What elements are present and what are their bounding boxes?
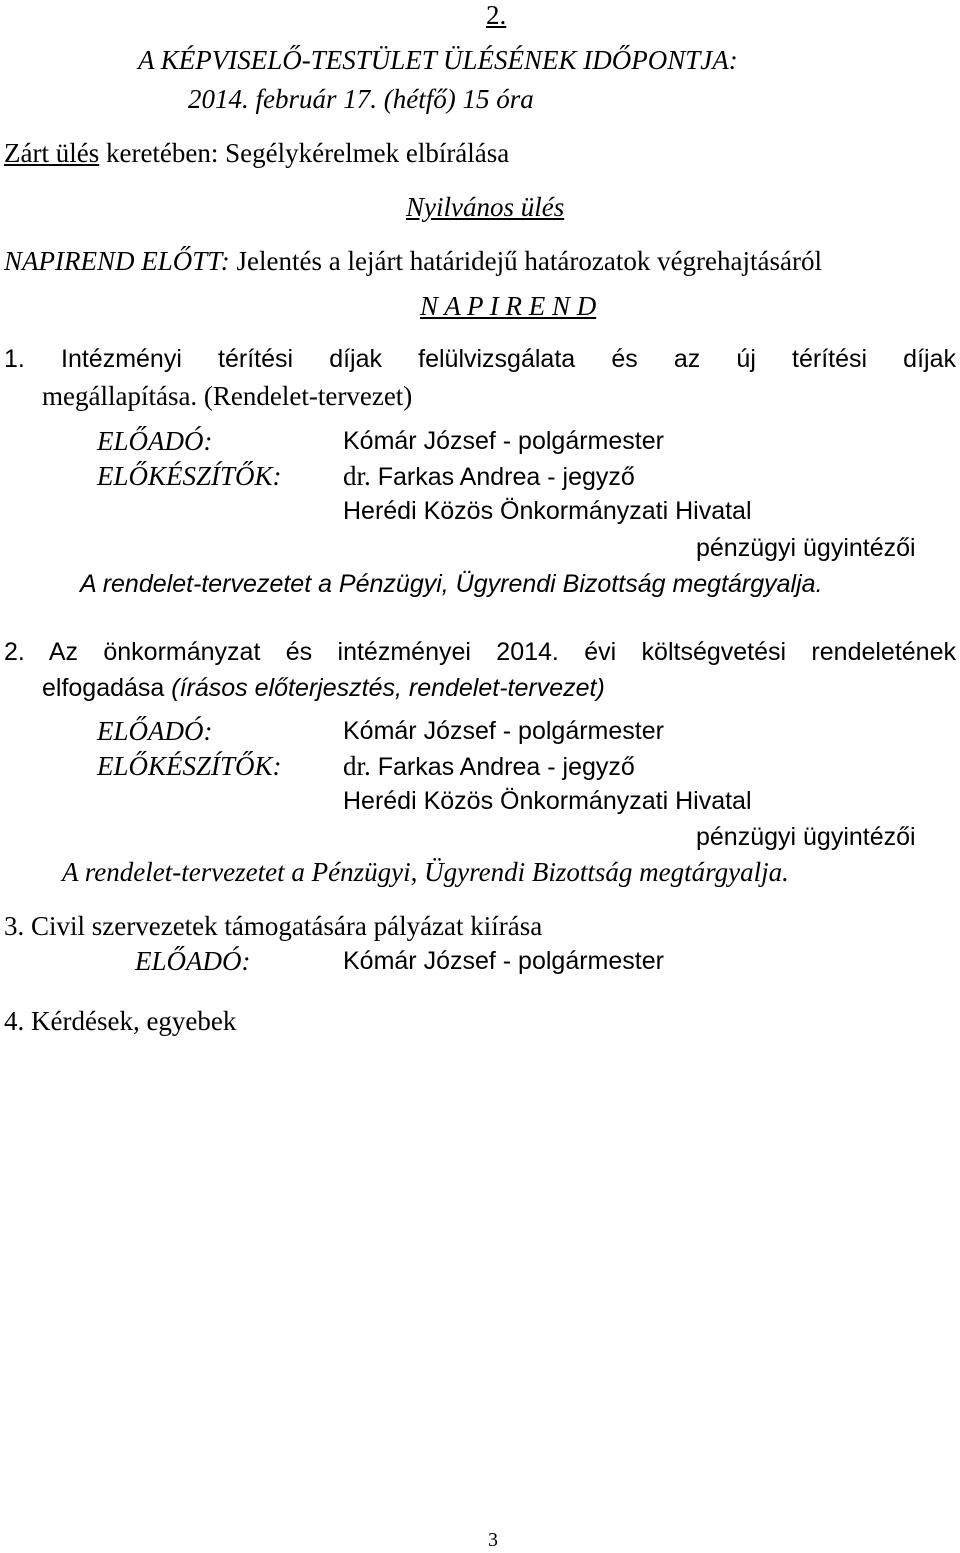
item-1-title-line2: megállapítása. (Rendelet-tervezet) xyxy=(42,381,413,411)
item-2-title-italic: (írásos előterjesztés, rendelet-tervezet) xyxy=(171,674,605,702)
item-2-presenter-label: ELŐADÓ: xyxy=(97,716,213,746)
item-3-presenter-label: ELŐADÓ: xyxy=(135,946,251,976)
item-1-preparer-label: ELŐKÉSZÍTŐK: xyxy=(97,461,282,491)
item-2-office: Herédi Közös Önkormányzati Hivatal xyxy=(343,787,752,815)
item-2-preparer-name: Farkas Andrea - jegyző xyxy=(370,753,635,781)
closed-session-text: keretében: Segélykérelmek elbírálása xyxy=(99,138,510,168)
item-2-preparer xyxy=(343,753,635,780)
item-1-preparer-name: Farkas Andrea - jegyző xyxy=(370,463,635,491)
before-agenda-label: NAPIREND ELŐTT: xyxy=(4,246,230,276)
item-1-preparer xyxy=(343,463,635,490)
item-2-presenter: Kómár József - polgármester xyxy=(343,717,664,745)
closed-session-line xyxy=(4,140,509,167)
agenda-heading: N A P I R E N D xyxy=(420,291,597,321)
item-3-presenter: Kómár József - polgármester xyxy=(343,947,664,975)
page-number-top: 2. xyxy=(486,0,507,30)
item-4-title: 4. Kérdések, egyebek xyxy=(4,1006,237,1036)
item-3-title: 3. Civil szervezetek támogatására pályázat kiírása xyxy=(4,911,543,941)
item-2-title-line2 xyxy=(42,676,605,701)
page-number-bottom: 3 xyxy=(488,1529,498,1551)
item-1-presenter-label: ELŐADÓ: xyxy=(97,426,213,456)
closed-session-label: Zárt ülés xyxy=(4,138,100,168)
item-1-office: Herédi Közös Önkormányzati Hivatal xyxy=(343,497,752,525)
item-1-presenter: Kómár József - polgármester xyxy=(343,427,664,455)
public-session-heading: Nyilvános ülés xyxy=(406,192,565,222)
item-2-preparer-prefix: dr. xyxy=(343,751,371,781)
item-1-title-line1: 1. Intézményi térítési díjak felülvizsgálata és az új térítési díjak xyxy=(4,345,956,373)
before-agenda-text: Jelentés a lejárt határidejű határozatok végrehajtásáról xyxy=(229,246,822,276)
item-1-preparer-prefix: dr. xyxy=(343,461,371,491)
item-1-note: A rendelet-tervezetet a Pénzügyi, Ügyrendi Bizottság megtárgyalja. xyxy=(80,570,823,598)
item-2-office-sub: pénzügyi ügyintézői xyxy=(696,823,916,851)
item-2-preparer-label: ELŐKÉSZÍTŐK: xyxy=(97,751,282,781)
item-2-title-line1: 2. Az önkormányzat és intézményei 2014. évi költségvetési rendeletének xyxy=(4,638,956,666)
before-agenda-line xyxy=(4,248,822,275)
item-2-note: A rendelet-tervezetet a Pénzügyi, Ügyrendi Bizottság megtárgyalja. xyxy=(62,857,789,887)
meeting-date: 2014. február 17. (hétfő) 15 óra xyxy=(188,84,534,114)
meeting-title: A KÉPVISELŐ-TESTÜLET ÜLÉSÉNEK IDŐPONTJA: xyxy=(138,45,738,75)
item-2-title-plain: elfogadása xyxy=(42,674,172,702)
item-1-office-sub: pénzügyi ügyintézői xyxy=(696,534,916,562)
